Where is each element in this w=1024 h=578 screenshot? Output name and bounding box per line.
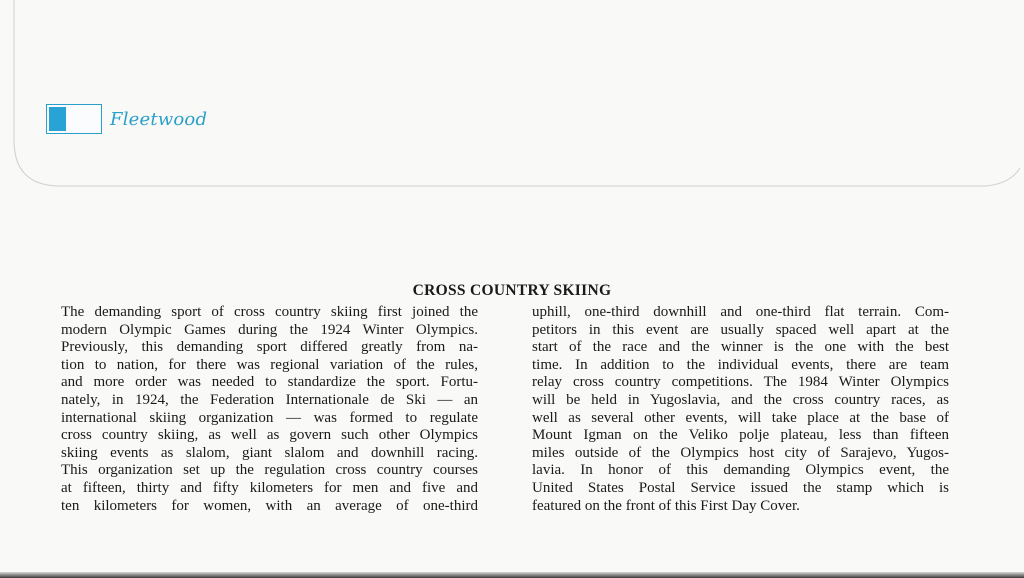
text-line: modern Olympic Games during the 1924 Winter Olympics.	[61, 321, 478, 338]
article-column-left	[61, 304, 478, 515]
text-line: international skiing organization — was formed to regulate	[61, 409, 478, 426]
text-line: featured on the front of this First Day Cover.	[532, 497, 800, 514]
text-line: at fifteen, thirty and fifty kilometers for men and five and	[61, 479, 478, 496]
text-line: uphill, one-third downhill and one-third flat terrain. Com-	[532, 304, 949, 320]
text-line: lavia. In honor of this demanding Olympics event, the	[532, 462, 949, 479]
text-line: well as several other events, will take place at the base of	[532, 409, 949, 426]
text-line: tion to nation, for there was regional variation of the rules,	[61, 356, 478, 373]
brand-name: Fleetwood	[110, 108, 208, 130]
text-line: miles outside of the Olympics host city of Sarajevo, Yugos-	[532, 444, 949, 461]
text-line: skiing events as slalom, giant slalom and downhill racing.	[61, 444, 478, 461]
text-line: and more order was needed to standardize the sport. Fortu-	[61, 374, 478, 391]
article-title: CROSS COUNTRY SKIING	[412, 282, 612, 299]
text-line: will be held in Yugoslavia, and the cross country races, as	[532, 391, 949, 408]
text-line: This organization set up the regulation cross country courses	[61, 462, 478, 479]
text-line: Previously, this demanding sport differed greatly from na-	[61, 339, 478, 356]
text-line: ten kilometers for women, with an average of one-third	[61, 497, 478, 514]
text-line: United States Postal Service issued the stamp which is	[532, 479, 949, 496]
text-line: nately, in 1924, the Federation Internationale de Ski — an	[61, 391, 478, 408]
logo-mark-icon	[46, 104, 102, 134]
text-line: time. In addition to the individual events, there are team	[532, 356, 949, 373]
envelope-flap-outline	[0, 0, 1024, 200]
text-line: cross country skiing, as well as govern such other Olympics	[61, 427, 478, 444]
envelope-bottom-edge	[0, 572, 1024, 578]
text-line: Mount Igman on the Veliko polje plateau, less than fifteen	[532, 427, 949, 444]
text-line: The demanding sport of cross country skiing first joined the	[61, 304, 478, 320]
article-column-right	[532, 304, 949, 515]
text-line: start of the race and the winner is the one with the best	[532, 339, 949, 356]
text-line: relay cross country competitions. The 1984 Winter Olympics	[532, 374, 949, 391]
text-line: petitors in this event are usually spaced well apart at the	[532, 321, 949, 338]
brand-logo	[46, 104, 207, 134]
